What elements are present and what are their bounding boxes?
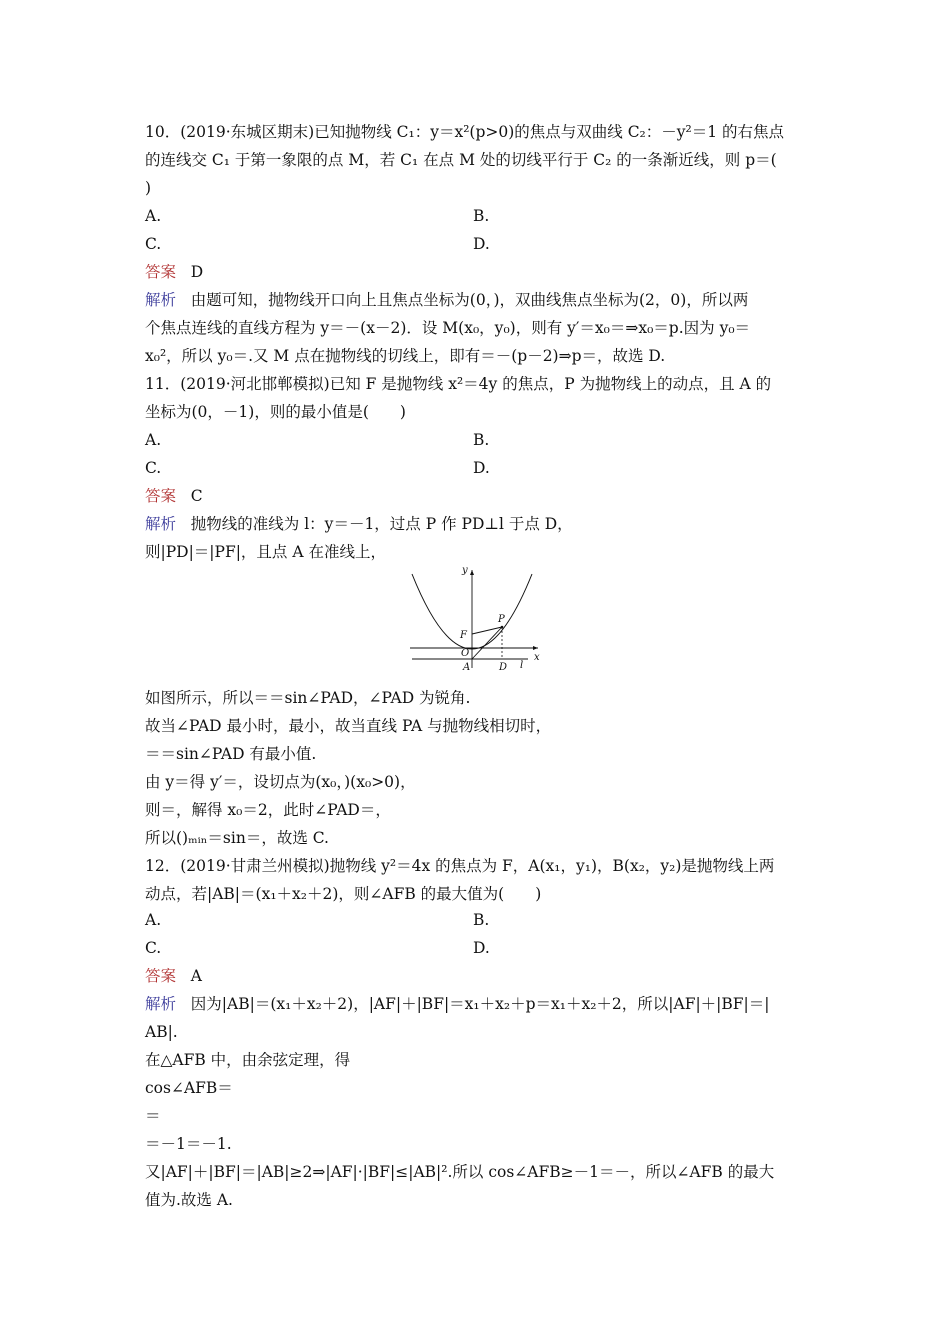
q10-analysis-line-3: x₀²，所以 y₀＝.又 M 点在抛物线的切线上，即有＝－(p－2)⇒p＝，故选 D. [145,347,666,365]
q10-option-b: B. [473,207,490,225]
label-l: l [520,660,524,671]
parabola-figure [410,564,550,672]
label-y: y [462,565,468,576]
label-p: P [498,614,505,625]
q11-option-d: D. [473,459,490,477]
label-o: O [461,648,470,659]
q10-option-c: C. [145,235,162,253]
label-x: x [534,652,540,663]
q11-analysis-line-8: 所以()ₘᵢₙ＝sin＝，故选 C. [145,829,329,847]
q12-analysis-line-1 [145,994,769,1014]
q10-option-d: D. [473,235,490,253]
q10-stem-line-2: 的连线交 C₁ 于第一象限的点 M，若 C₁ 在点 M 处的切线平行于 C₂ 的一条渐近线，则 p＝( [145,151,777,169]
q12-stem-line-2: 动点，若|AB|＝(x₁＋x₂＋2)，则∠AFB 的最大值为( ) [145,885,542,903]
analysis-label: 解析 [145,995,177,1013]
point-p [501,626,504,629]
q12-analysis-line-2: AB|. [145,1023,178,1041]
q12-stem-line-1: 12．(2019·甘肃兰州模拟)抛物线 y²＝4x 的焦点为 F，A(x₁，y₁)，B(x₂，y₂)是抛物线上两 [145,857,775,875]
answer-label: 答案 [145,967,177,985]
label-a: A [463,662,471,672]
q11-analysis-line-6: 由 y＝得 y′＝，设切点为(x₀，)(x₀>0)， [145,773,416,791]
q11-option-c: C. [145,459,162,477]
q11-stem-line-2: 坐标为(0，－1)，则的最小值是( ) [145,403,406,421]
q12-analysis-line-7: 又|AF|＋|BF|＝|AB|≥2⇒|AF|·|BF|≤|AB|².所以 cos∠AFB≥－1＝－，所以∠AFB 的最大 [145,1163,775,1181]
q11-analysis-line-7: 则＝，解得 x₀＝2，此时∠PAD＝， [145,801,391,819]
analysis-label: 解析 [145,515,177,533]
q10-stem-line-1: 10．(2019·东城区期末)已知抛物线 C₁：y＝x²(p>0)的焦点与双曲线 C₂：－y²＝1 的右焦点 [145,123,785,141]
x-axis-arrow [533,646,538,650]
q11-option-a: A. [145,431,162,449]
q12-analysis-line-8: 值为.故选 A. [145,1191,233,1209]
q12-analysis-line-6: ＝－1＝－1. [145,1135,232,1153]
answer-value: D [190,263,204,281]
q11-analysis-line-3: 如图所示，所以＝＝sin∠PAD，∠PAD 为锐角. [145,689,471,707]
label-d: D [499,662,508,672]
analysis-text: 因为|AB|＝(x₁＋x₂＋2)，|AF|＋|BF|＝x₁＋x₂＋p＝x₁＋x₂＋2，所以|AF|＋|BF|＝| [190,995,770,1013]
analysis-text: 抛物线的准线为 l：y＝－1，过点 P 作 PD⊥l 于点 D， [190,515,573,533]
q12-option-d: D. [473,939,490,957]
q10-answer [145,262,203,282]
q12-analysis-line-4: cos∠AFB＝ [145,1079,233,1097]
q12-answer [145,966,202,986]
q11-analysis-line-2: 则|PD|＝|PF|，且点 A 在准线上， [145,543,386,561]
segment-pa [472,627,502,659]
analysis-text: 由题可知，抛物线开口向上且焦点坐标为(0，)，双曲线焦点坐标为(2，0)，所以两 [190,291,749,309]
q11-stem-line-1: 11．(2019·河北邯郸模拟)已知 F 是抛物线 x²＝4y 的焦点，P 为抛物线上的动点，且 A 的 [145,375,772,393]
q11-analysis-line-5: ＝＝sin∠PAD 有最小值. [145,745,317,763]
q10-stem-line-3: ) [145,179,152,197]
q12-option-c: C. [145,939,162,957]
q12-option-b: B. [473,911,490,929]
y-axis-arrow [470,570,474,575]
q11-answer [145,486,203,506]
q12-analysis-line-3: 在△AFB 中，由余弦定理，得 [145,1051,351,1069]
label-f: F [460,630,467,641]
analysis-label: 解析 [145,291,177,309]
q10-analysis-line-2: 个焦点连线的直线方程为 y＝－(x－2)．设 M(x₀，y₀)，则有 y′＝x₀＝⇒x₀＝p.因为 y₀＝ [145,319,751,337]
q10-option-a: A. [145,207,162,225]
q11-analysis-line-1 [145,514,573,534]
answer-label: 答案 [145,487,177,505]
segment-pf [472,627,502,634]
q11-option-b: B. [473,431,490,449]
q11-analysis-line-4: 故当∠PAD 最小时，最小，故当直线 PA 与抛物线相切时， [145,717,552,735]
answer-label: 答案 [145,263,177,281]
q10-analysis-line-1 [145,290,748,310]
answer-value: A [190,967,202,985]
q12-analysis-line-5: ＝ [145,1107,161,1125]
answer-value: C [190,487,203,505]
q12-option-a: A. [145,911,162,929]
